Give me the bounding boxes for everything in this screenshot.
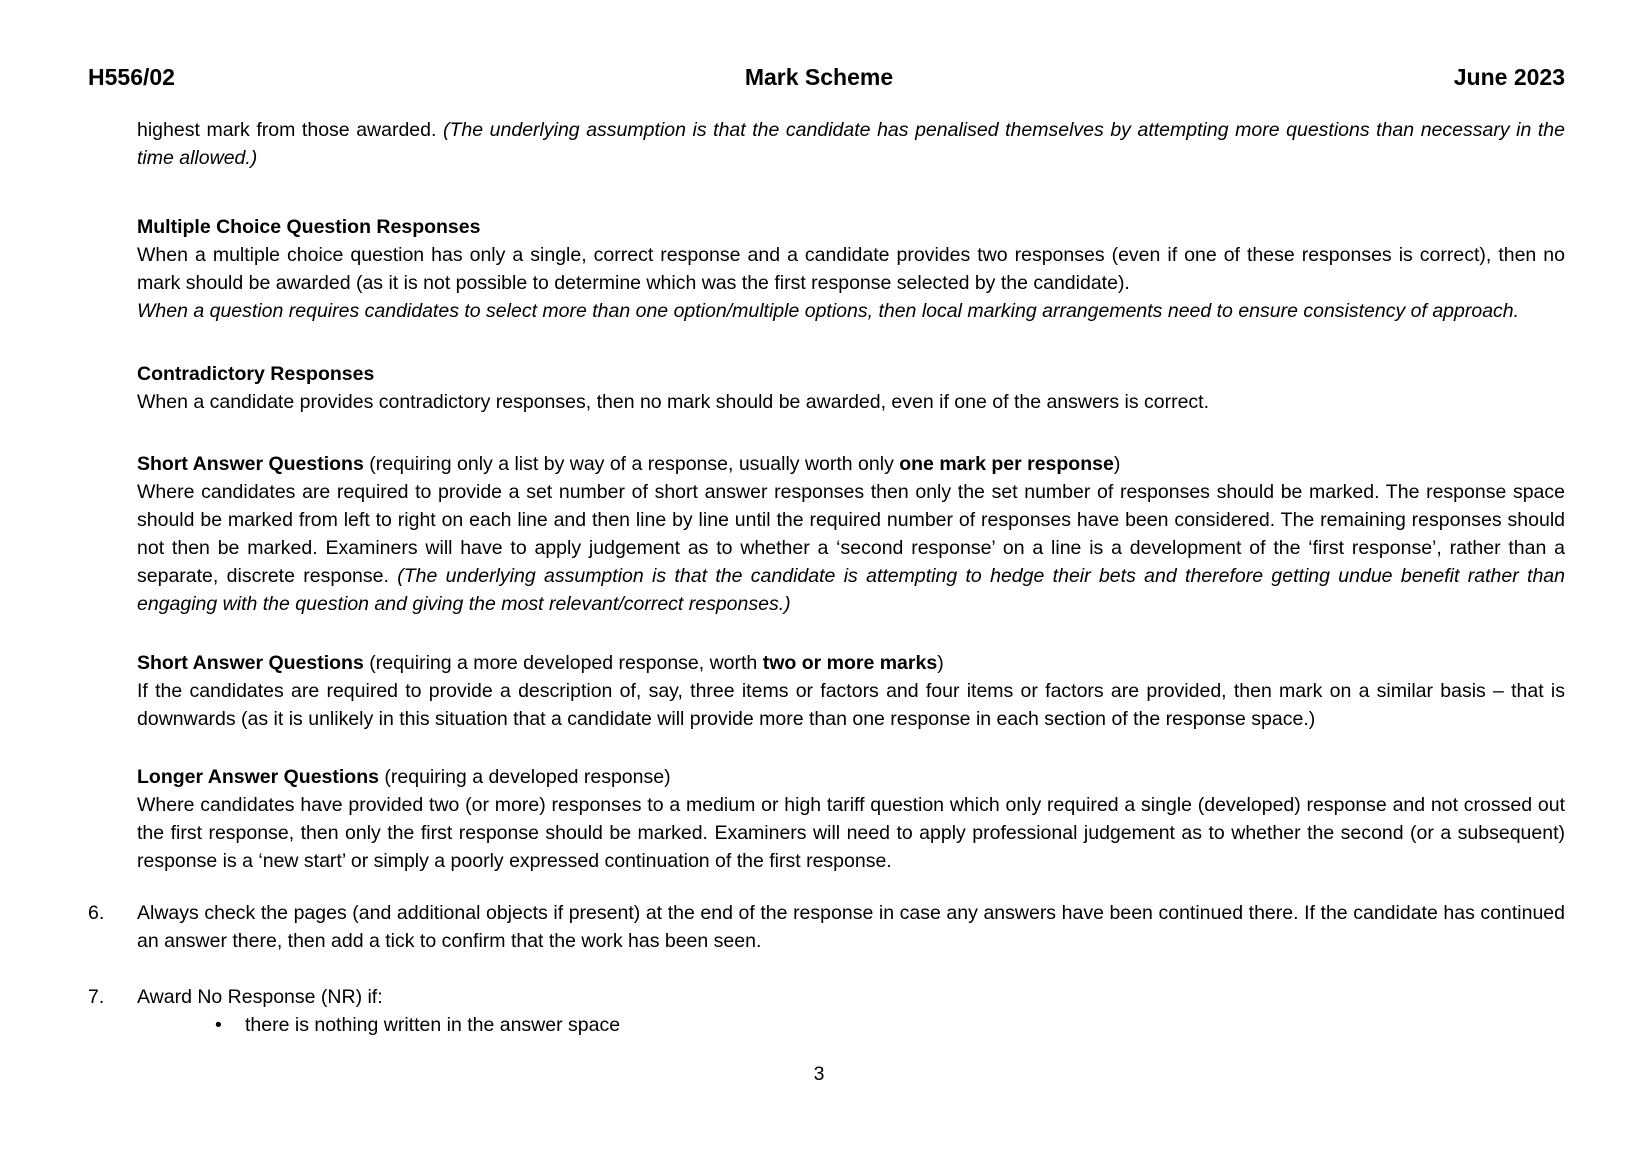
section-text: When a candidate provides contradictory responses, then no mark should be awarded, even if one of the answers is correct. bbox=[137, 391, 1210, 413]
section-multiple-choice bbox=[88, 213, 1565, 325]
document-body bbox=[88, 116, 1565, 1039]
intro-text-italic: (The underlying assumption is that the candidate has penalised themselves by attempting more questions than necessary in the time allowed.) bbox=[137, 119, 1565, 169]
heading-normal: (requiring a more developed response, worth bbox=[363, 652, 763, 674]
heading-close: ) bbox=[1113, 453, 1121, 475]
doc-code: H556/02 bbox=[88, 64, 175, 90]
intro-paragraph bbox=[88, 116, 1565, 172]
heading-bold-2: one mark per response bbox=[899, 453, 1114, 475]
item-text: Always check the pages (and additional objects if present) at the end of the response in case any answers have been continued there. If the candidate has continued an answer there, then add a tick to confirm that the work has been seen. bbox=[137, 902, 1565, 952]
intro-text: highest mark from those awarded. bbox=[137, 119, 443, 141]
section-text: Where candidates have provided two (or more) responses to a medium or high tariff question which only required a single (developed) response and not crossed out the first response, then only the first response should be marked. Examiners will need to apply professional judgement as to whether the second (or a subsequent) response is a ‘new start’ or simply a poorly expressed continuation of the first response. bbox=[137, 794, 1565, 872]
numbered-item-6 bbox=[88, 899, 1565, 955]
section-text: If the candidates are required to provide a description of, say, three items or factors and four items or factors are provided, then mark on a similar basis – that is downwards (as it is unlikely in this situation that a candidate will provide more than one response in each section of the response space.) bbox=[137, 680, 1565, 730]
heading-normal: (requiring only a list by way of a response, usually worth only bbox=[363, 453, 900, 475]
numbered-item-7 bbox=[88, 983, 1565, 1011]
page-number: 3 bbox=[813, 1063, 825, 1085]
heading-bold: Longer Answer Questions bbox=[137, 766, 379, 788]
item-number: 6. bbox=[88, 902, 105, 924]
bullet-item bbox=[88, 1011, 1565, 1039]
section-contradictory bbox=[88, 360, 1565, 416]
section-text: When a multiple choice question has only a single, correct response and a candidate provides two responses (even if one of these responses is correct), then no mark should be awarded (as it is not possible to determine which was the first response selected by the candidate). bbox=[137, 244, 1565, 294]
doc-date: June 2023 bbox=[1453, 64, 1565, 90]
heading-normal: (requiring a developed response) bbox=[378, 766, 671, 788]
section-longer-answer bbox=[88, 763, 1565, 875]
section-heading bbox=[137, 649, 1565, 677]
section-text bbox=[137, 478, 1565, 618]
doc-title: Mark Scheme bbox=[744, 64, 894, 90]
section-text-italic: When a question requires candidates to select more than one option/multiple options, then local marking arrangements need to ensure consistency of approach. bbox=[137, 300, 1520, 322]
bullet-glyph: • bbox=[215, 1014, 222, 1036]
heading-bold-2: two or more marks bbox=[762, 652, 938, 674]
heading-bold: Short Answer Questions bbox=[137, 652, 364, 674]
bullet-text: there is nothing written in the answer space bbox=[245, 1014, 621, 1036]
heading-close: ) bbox=[937, 652, 944, 674]
section-heading bbox=[137, 763, 1565, 791]
body-italic: (The underlying assumption is that the candidate is attempting to hedge their bets and therefore getting undue benefit rather than engaging with the question and giving the most relevant/correct responses.) bbox=[137, 565, 1565, 615]
section-heading bbox=[137, 450, 1565, 478]
section-heading: Multiple Choice Question Responses bbox=[137, 216, 481, 238]
section-short-answer-developed bbox=[88, 649, 1565, 733]
body-normal: Where candidates are required to provide a set number of short answer responses then only the set number of responses should be marked. The response space should be marked from left to right on each line and then line by line until the required number of responses have been considered. The remaining responses should not then be marked. Examiners will have to apply judgement as to whether a ‘second response’ on a line is a development of the ‘first response’, rather than a separate, discrete response. bbox=[137, 481, 1565, 587]
section-short-answer-list bbox=[88, 450, 1565, 618]
item-text: Award No Response (NR) if: bbox=[137, 986, 383, 1008]
item-number: 7. bbox=[88, 986, 105, 1008]
heading-bold: Short Answer Questions bbox=[137, 453, 364, 475]
section-heading: Contradictory Responses bbox=[137, 363, 375, 385]
